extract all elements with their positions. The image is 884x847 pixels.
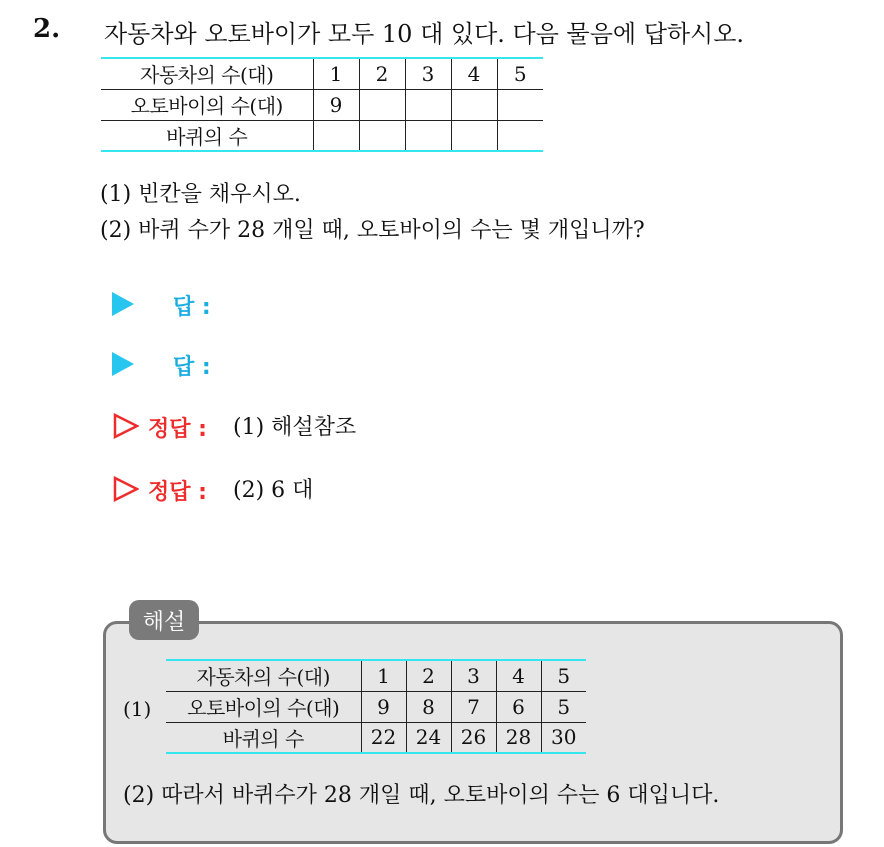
table-cell [359, 89, 405, 120]
table-cell: 3 [451, 660, 496, 691]
table-row [166, 691, 586, 722]
answer-label: 답 : [173, 295, 211, 320]
table-cell: 9 [361, 691, 406, 722]
correct-label: 정답 : [148, 480, 207, 505]
table-row [101, 89, 543, 120]
row-label: 바퀴의 수 [166, 722, 361, 753]
row-label: 오토바이의 수(대) [101, 89, 313, 120]
table-cell [405, 89, 451, 120]
table-cell [313, 120, 359, 151]
table-cell [451, 89, 497, 120]
table-row [166, 722, 586, 753]
problem-question: 자동차와 오토바이가 모두 10 대 있다. 다음 물음에 답하시오. [104, 20, 745, 48]
table-cell: 6 [496, 691, 541, 722]
table-cell: 26 [451, 722, 496, 753]
explanation-part2: (2) 따라서 바퀴수가 28 개일 때, 오토바이의 수는 6 대입니다. [123, 783, 720, 808]
correct-label: 정답 : [148, 417, 207, 442]
problem-number: 2. [33, 14, 61, 44]
row-label: 바퀴의 수 [101, 120, 313, 151]
table-cell: 4 [496, 660, 541, 691]
explanation-tab: 해설 [129, 600, 199, 640]
table-cell: 28 [496, 722, 541, 753]
table-row [166, 660, 586, 691]
problem-table [101, 57, 543, 152]
row-label: 자동차의 수(대) [101, 58, 313, 89]
row-label: 자동차의 수(대) [166, 660, 361, 691]
answer-marker-icon [112, 292, 134, 316]
explanation-table [166, 659, 586, 754]
table-cell [451, 120, 497, 151]
table-cell: 1 [361, 660, 406, 691]
table-cell: 5 [541, 691, 586, 722]
table-cell: 1 [313, 58, 359, 89]
correct-value: (1) 해설참조 [233, 415, 357, 440]
table-cell: 8 [406, 691, 451, 722]
correct-marker-icon [113, 476, 139, 502]
answer-label: 답 : [173, 355, 211, 380]
table-cell: 3 [405, 58, 451, 89]
table-cell: 24 [406, 722, 451, 753]
table-row [101, 58, 543, 89]
table-cell: 22 [361, 722, 406, 753]
table-cell [497, 89, 543, 120]
correct-marker-icon [113, 413, 139, 439]
answer-marker-icon [112, 352, 134, 376]
sub-question-2: (2) 바퀴 수가 28 개일 때, 오토바이의 수는 몇 개입니까? [100, 218, 645, 243]
table-cell [359, 120, 405, 151]
table-cell [497, 120, 543, 151]
table-cell: 9 [313, 89, 359, 120]
table-cell: 2 [406, 660, 451, 691]
table-cell: 5 [541, 660, 586, 691]
row-label: 오토바이의 수(대) [166, 691, 361, 722]
table-cell: 5 [497, 58, 543, 89]
table-cell: 7 [451, 691, 496, 722]
table-cell [405, 120, 451, 151]
explanation-part1-label: (1) [123, 697, 152, 721]
table-cell: 30 [541, 722, 586, 753]
table-row [101, 120, 543, 151]
table-cell: 4 [451, 58, 497, 89]
sub-question-1: (1) 빈칸을 채우시오. [100, 182, 301, 207]
table-cell: 2 [359, 58, 405, 89]
correct-value: (2) 6 대 [233, 478, 314, 503]
